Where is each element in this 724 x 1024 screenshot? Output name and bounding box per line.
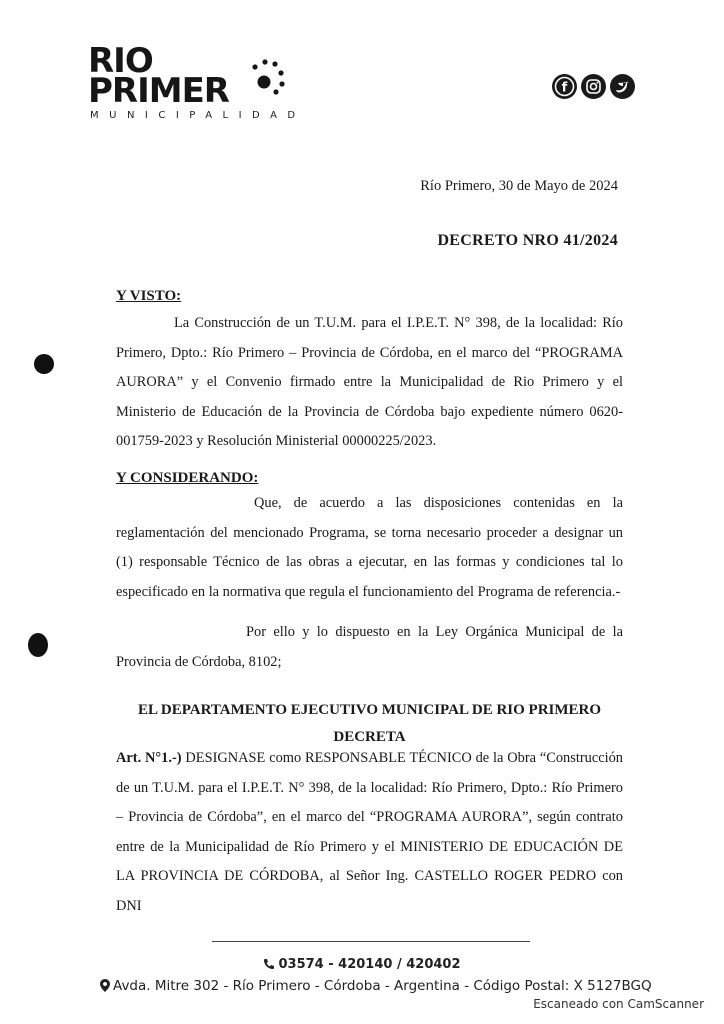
article-1-text: DESIGNASE como RESPONSABLE TÉCNICO de la Obra “Construcción de un T.U.M. para el I.P.E.T. N° 398, de la localidad: Río Primero, Dpto.: Río Primero – Provincia de Córdoba”, en el marco del “PROGRAMA AURORA”, según contrato entre de la Municipalidad de Río Primero y el MINISTERIO DE EDUCACIÓN DE LA PROVINCIA DE CÓRDOBA, al Señor Ing. CASTELLO ROGER PEDRO con DNI bbox=[116, 750, 623, 914]
decree-title: DECRETO NRO 41/2024 bbox=[437, 232, 618, 249]
article-1-label: Art. N°1.-) bbox=[116, 750, 182, 766]
por-ello-paragraph: Por ello y lo dispuesto en la Ley Orgánica Municipal de la Provincia de Córdoba, 8102; bbox=[116, 624, 623, 670]
article-1 bbox=[116, 744, 623, 921]
logo-line-2: PRIMER bbox=[88, 71, 229, 111]
punch-hole bbox=[34, 354, 54, 374]
visto-paragraph: La Construcción de un T.U.M. para el I.P.E.T. N° 398, de la localidad: Río Primero, Dpto.: Río Primero – Provincia de Córdoba, en el marco del “PROGRAMA AURORA” y el Convenio firmado entre la Municipalidad de Rio Primero y el Ministerio de Educación de la Provincia de Córdoba bajo expediente número 0620-001759-2023 y Resolución Ministerial 00000225/2023. bbox=[116, 315, 623, 449]
facebook-icon bbox=[552, 74, 577, 99]
footer-phone-text: 03574 - 420140 / 420402 bbox=[278, 957, 461, 972]
twitter-icon bbox=[610, 74, 635, 99]
department-heading: EL DEPARTAMENTO EJECUTIVO MUNICIPAL DE RIO PRIMERO bbox=[137, 702, 602, 718]
decreta-heading: DECRETA bbox=[333, 729, 406, 745]
phone-icon bbox=[263, 958, 275, 970]
considerando-paragraph: Que, de acuerdo a las disposiciones contenidas en la reglamentación del mencionado Programa, se torna necesario proceder a designar un (1) responsable Técnico de las obras a ejecutar, en las formas y condiciones tal lo especificado en la normativa que regula el funcionamiento del Programa de referencia.- bbox=[116, 495, 623, 600]
instagram-icon bbox=[581, 74, 606, 99]
logo-line-1: RIO bbox=[88, 41, 153, 81]
footer-divider bbox=[212, 941, 530, 942]
footer-address-text: Avda. Mitre 302 - Río Primero - Córdoba - Argentina - Código Postal: X 5127BGQ bbox=[113, 978, 652, 994]
punch-hole bbox=[28, 633, 48, 657]
footer-phone bbox=[0, 957, 724, 972]
scanner-watermark: Escaneado con CamScanner bbox=[533, 997, 704, 1011]
document-date: Río Primero, 30 de Mayo de 2024 bbox=[420, 178, 618, 194]
visto-heading: Y VISTO: bbox=[116, 288, 182, 304]
municipality-logo bbox=[88, 41, 306, 124]
svg-text:f: f bbox=[561, 80, 568, 96]
sun-icon bbox=[251, 58, 285, 96]
social-icons bbox=[552, 74, 635, 99]
considerando-heading: Y CONSIDERANDO: bbox=[116, 470, 259, 486]
footer-address bbox=[100, 978, 652, 994]
location-pin-icon bbox=[100, 979, 110, 992]
logo-line-3: MUNICIPALIDAD bbox=[90, 110, 306, 121]
